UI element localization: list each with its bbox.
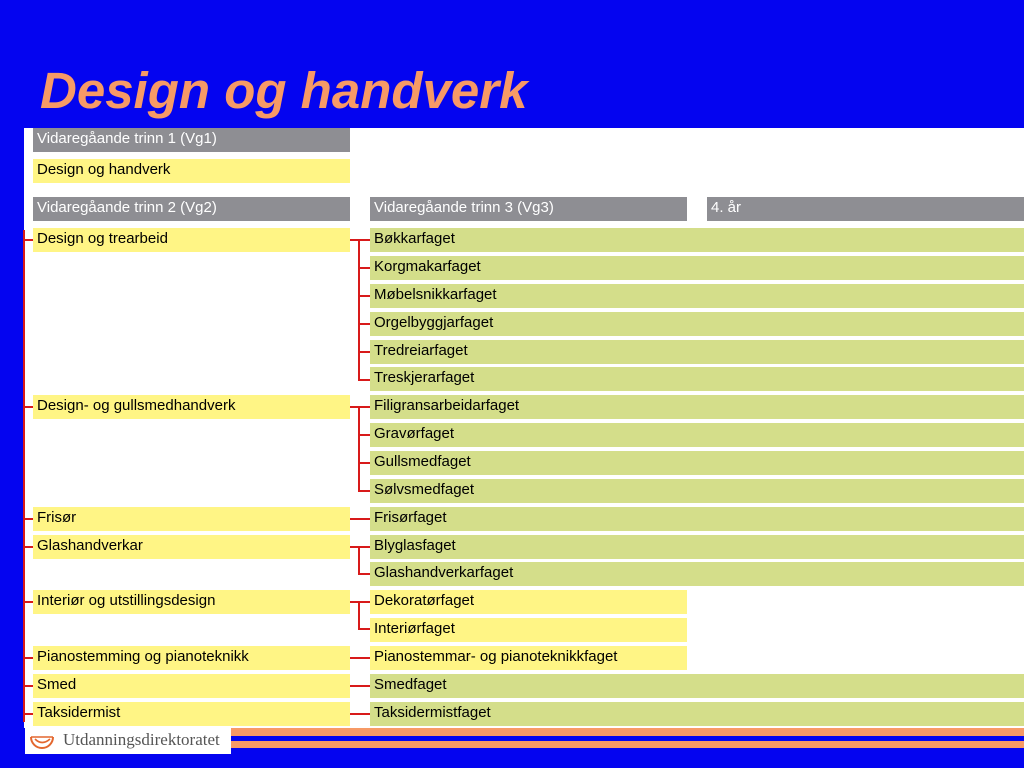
vg3-connector-tick (358, 379, 370, 381)
vg3-group-line (358, 546, 360, 575)
vg3-programme: Treskjerarfaget (370, 367, 1024, 391)
vg2-connector-tick (23, 657, 33, 659)
footer-orange-stripe (231, 728, 1024, 736)
vg2-connector-tick (23, 518, 33, 520)
vg2-programme: Interiør og utstillingsdesign (33, 590, 350, 614)
vg3-programme: Gravørfaget (370, 423, 1024, 447)
vg2-programme: Frisør (33, 507, 350, 531)
vg3-connector-tick (358, 434, 370, 436)
vg2-programme: Glashandverkar (33, 535, 350, 559)
vg2-connector-tick (23, 685, 33, 687)
vg3-connector-tick (358, 573, 370, 575)
vg2-connector-tick (23, 546, 33, 548)
vg2-connector-tick (23, 239, 33, 241)
vg3-programme: Møbelsnikkarfaget (370, 284, 1024, 308)
vg3-connector-tick (358, 628, 370, 630)
vg3-programme: Sølvsmedfaget (370, 479, 1024, 503)
vg2-connector-tick (23, 601, 33, 603)
footer-orange-stripe (231, 741, 1024, 748)
vg3-programme: Filigransarbeidarfaget (370, 395, 1024, 419)
vg3-programme: Interiørfaget (370, 618, 687, 642)
vg3-connector-tick (358, 462, 370, 464)
vg3-programme: Orgelbyggjarfaget (370, 312, 1024, 336)
vg2-vg3-connector (350, 518, 370, 520)
page-title: Design og handverk (40, 62, 528, 119)
vg3-programme: Smedfaget (370, 674, 1024, 698)
vg3-programme: Blyglasfaget (370, 535, 1024, 559)
vg3-programme: Bøkkarfaget (370, 228, 1024, 252)
vg2-vg3-connector (350, 239, 370, 241)
vg3-programme: Dekoratørfaget (370, 590, 687, 614)
vg3-programme: Pianostemmar- og pianoteknikkfaget (370, 646, 687, 670)
vg2-programme: Taksidermist (33, 702, 350, 726)
vg3-programme: Taksidermistfaget (370, 702, 1024, 726)
vg2-programme: Smed (33, 674, 350, 698)
vg3-connector-tick (358, 295, 370, 297)
vg2-vg3-connector (350, 657, 370, 659)
vg3-programme: Gullsmedfaget (370, 451, 1024, 475)
vg3-group-line (358, 601, 360, 630)
vg3-connector-tick (358, 323, 370, 325)
vg1-header: Vidaregåande trinn 1 (Vg1) (33, 128, 350, 152)
vg2-programme: Pianostemming og pianoteknikk (33, 646, 350, 670)
vg2-connector-line (23, 230, 25, 722)
logo-text: Utdanningsdirektoratet (63, 730, 220, 749)
vg1-programme: Design og handverk (33, 159, 350, 183)
vg3-group-line (358, 239, 360, 381)
utdanningsdirektoratet-logo-icon (27, 726, 59, 754)
vg3-connector-tick (358, 351, 370, 353)
year4-header: 4. år (707, 197, 1024, 221)
vg3-connector-tick (358, 490, 370, 492)
vg2-vg3-connector (350, 546, 370, 548)
vg2-vg3-connector (350, 713, 370, 715)
vg3-group-line (358, 406, 360, 492)
vg3-programme: Tredreiarfaget (370, 340, 1024, 364)
vg2-vg3-connector (350, 685, 370, 687)
vg3-header: Vidaregåande trinn 3 (Vg3) (370, 197, 687, 221)
vg3-programme: Korgmakarfaget (370, 256, 1024, 280)
vg2-programme: Design- og gullsmedhandverk (33, 395, 350, 419)
vg2-connector-tick (23, 713, 33, 715)
vg2-vg3-connector (350, 406, 370, 408)
vg2-connector-tick (23, 406, 33, 408)
vg2-vg3-connector (350, 601, 370, 603)
vg2-programme: Design og trearbeid (33, 228, 350, 252)
utdanningsdirektoratet-logo (25, 726, 231, 754)
vg3-programme: Frisørfaget (370, 507, 1024, 531)
vg3-connector-tick (358, 267, 370, 269)
vg3-programme: Glashandverkarfaget (370, 562, 1024, 586)
vg2-header: Vidaregåande trinn 2 (Vg2) (33, 197, 350, 221)
